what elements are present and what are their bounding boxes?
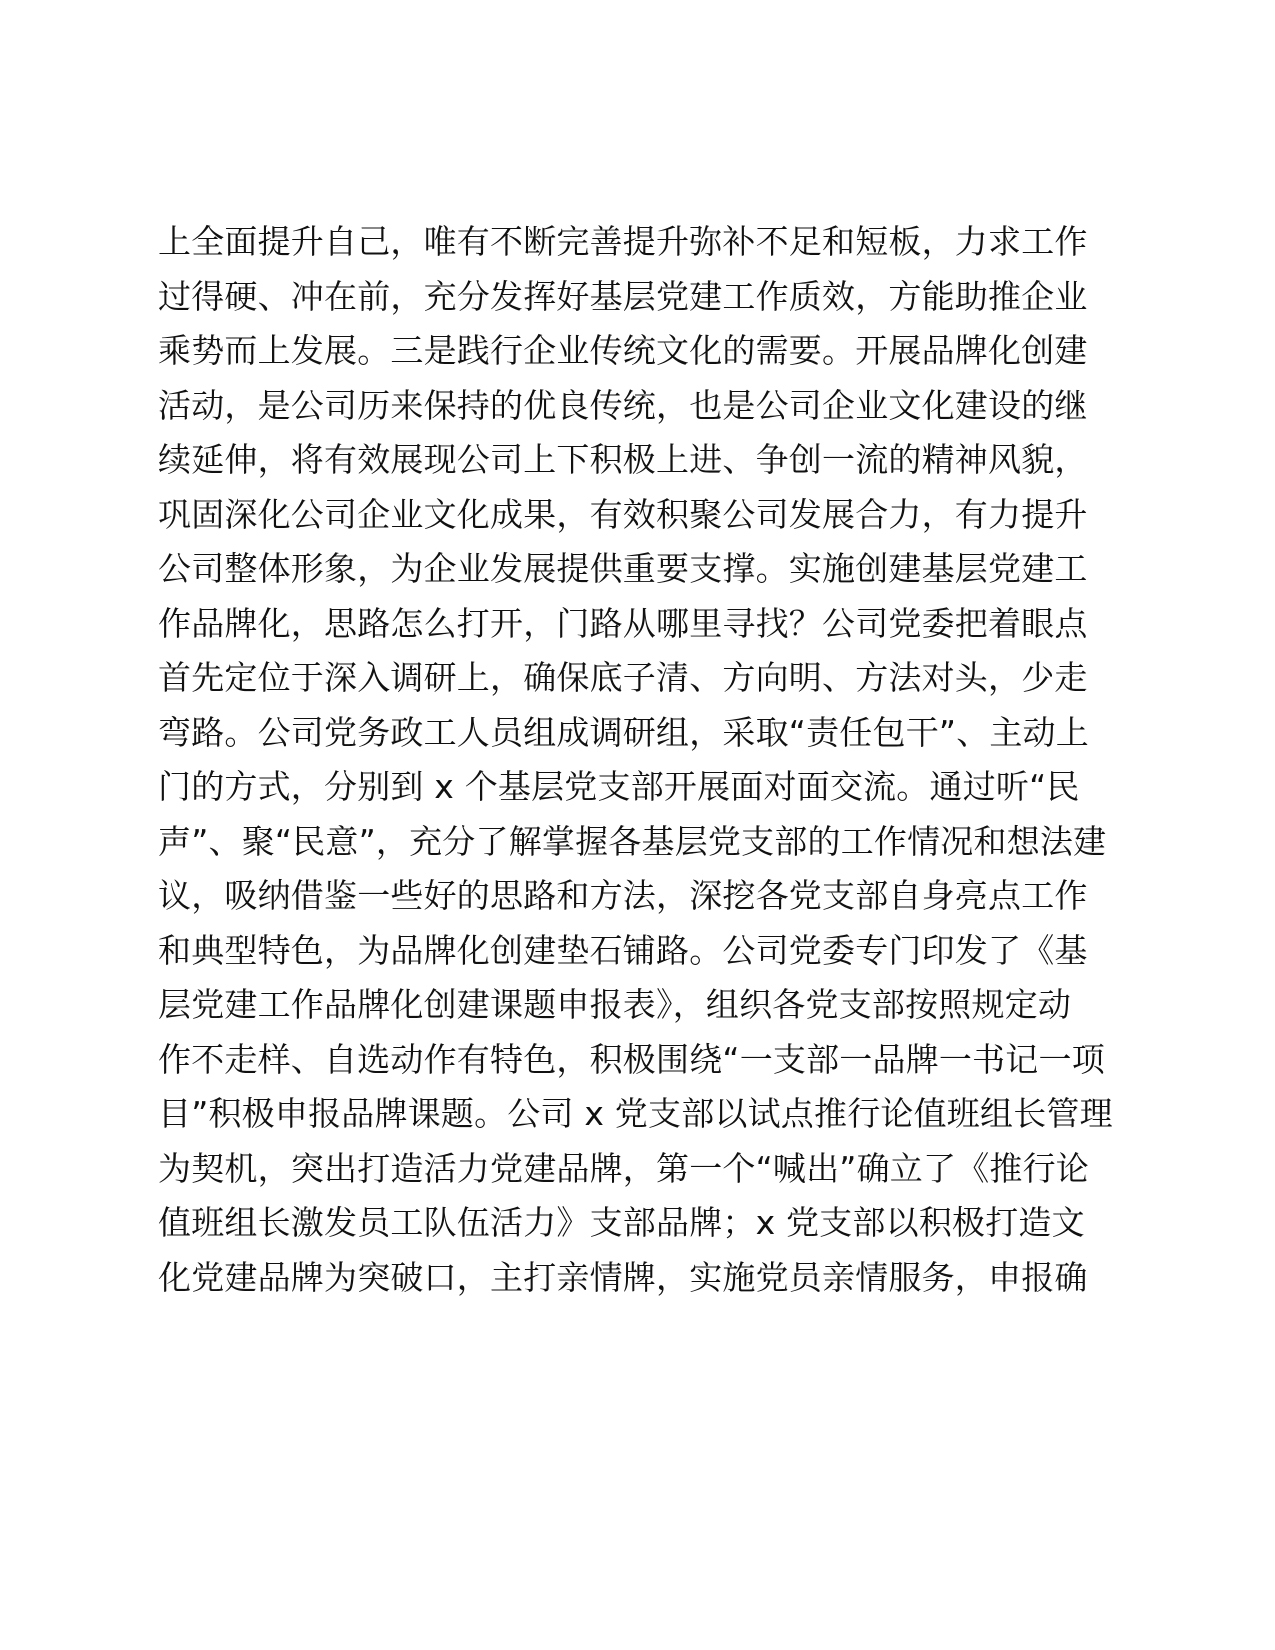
text-line-6: 巩固深化公司企业文化成果，有效积聚公司发展合力，有力提升 (158, 494, 1088, 534)
text-line-16: 作不走样、自选动作有特色，积极围绕“一支部一品牌一书记一项 (158, 1039, 1105, 1079)
text-line-8: 作品牌化，思路怎么打开，门路从哪里寻找？公司党委把着眼点 (158, 603, 1088, 643)
text-line-4: 活动，是公司历来保持的优良传统，也是公司企业文化建设的继 (158, 385, 1088, 425)
text-line-1: 上全面提升自己，唯有不断完善提升弥补不足和短板，力求工作 (158, 222, 1088, 261)
text-line-15: 层党建工作品牌化创建课题申报表》，组织各党支部按照规定动 (158, 985, 1072, 1024)
text-line-12: 声”、聚“民意”，充分了解掌握各基层党支部的工作情况和想法建 (158, 821, 1107, 861)
text-line-10: 弯路。公司党务政工人员组成调研组，采取“责任包干”、主动上 (158, 712, 1089, 752)
text-line-11: 门的方式，分别到 x 个基层党支部开展面对面交流。通过听“民 (158, 767, 1080, 806)
text-line-13: 议，吸纳借鉴一些好的思路和方法，深挖各党支部自身亮点工作 (158, 876, 1088, 915)
body-paragraph (158, 215, 1113, 1305)
text-line-3: 乘势而上发展。三是践行企业传统文化的需要。开展品牌化创建 (158, 331, 1088, 370)
text-line-18: 为契机，突出打造活力党建品牌，第一个“喊出”确立了《推行论 (158, 1148, 1089, 1188)
text-line-14: 和典型特色，为品牌化创建垫石铺路。公司党委专门印发了《基 (158, 930, 1088, 970)
text-line-7: 公司整体形象，为企业发展提供重要支撑。实施创建基层党建工 (158, 549, 1088, 588)
text-line-17: 目”积极申报品牌课题。公司 x 党支部以试点推行论值班组长管理 (158, 1094, 1113, 1133)
text-line-9: 首先定位于深入调研上，确保底子清、方向明、方法对头，少走 (158, 658, 1088, 697)
text-line-19: 值班组长激发员工队伍活力》支部品牌；x 党支部以积极打造文 (158, 1203, 1085, 1242)
text-line-2: 过得硬、冲在前，充分发挥好基层党建工作质效，方能助推企业 (158, 276, 1088, 316)
text-line-5: 续延伸，将有效展现公司上下积极上进、争创一流的精神风貌， (158, 440, 1088, 479)
text-line-20: 化党建品牌为突破口，主打亲情牌，实施党员亲情服务，申报确 (158, 1257, 1088, 1297)
